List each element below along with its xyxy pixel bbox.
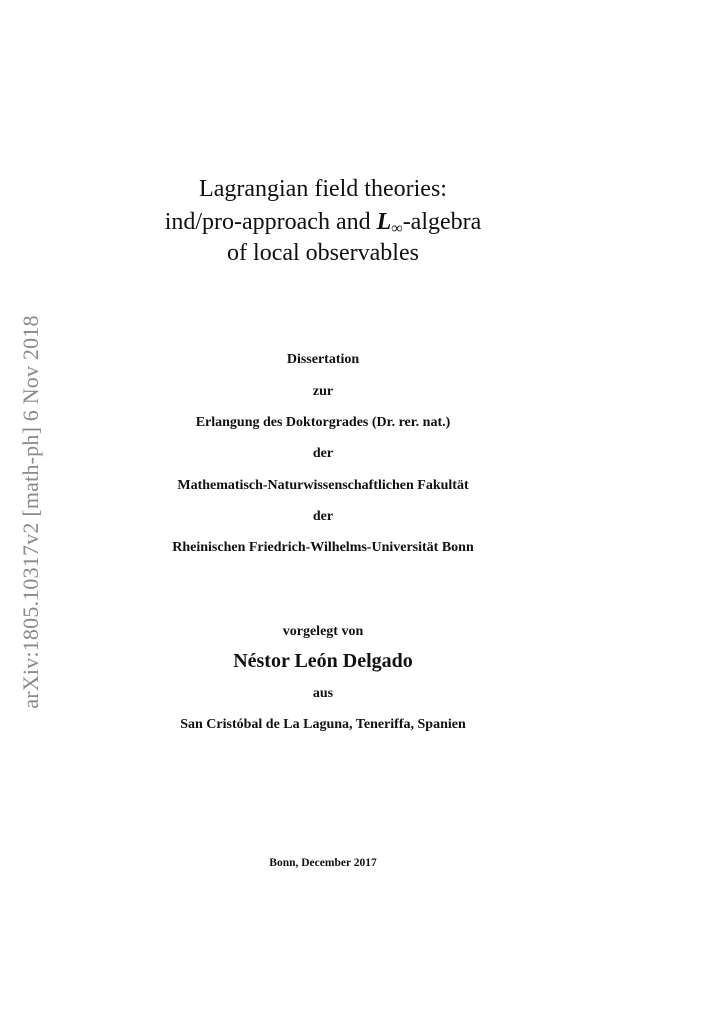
faculty-line: Mathematisch-Naturwissenschaftlichen Fakultät <box>177 478 469 493</box>
author-name: Néstor León Delgado <box>233 650 413 672</box>
l-letter: L <box>376 209 392 235</box>
der-line-2: der <box>312 509 334 524</box>
title-line-1: Lagrangian field theories: <box>199 176 447 202</box>
vorgelegt-line: vorgelegt von <box>282 624 364 639</box>
degree-line: Erlangung des Doktorgrades (Dr. rer. nat.) <box>195 415 451 430</box>
title-line-2-suffix: -algebra <box>402 209 482 235</box>
title-line-3: of local observables <box>227 240 419 266</box>
title-line-2 <box>0 209 646 236</box>
dissertation-heading: Dissertation <box>286 352 360 367</box>
origin-line: San Cristóbal de La Laguna, Teneriffa, Spanien <box>180 717 466 732</box>
aus-line: aus <box>312 686 334 701</box>
der-line-1: der <box>312 446 334 461</box>
infinity-subscript: ∞ <box>391 220 403 237</box>
university-line: Rheinischen Friedrich-Wilhelms-Universität Bonn <box>172 540 474 555</box>
arxiv-identifier-stamp: arXiv:1805.10317v2 [math-ph] 6 Nov 2018 <box>18 315 43 709</box>
place-date-line: Bonn, December 2017 <box>269 857 377 869</box>
title-line-2-prefix: ind/pro-approach and <box>164 209 377 235</box>
l-infinity-symbol <box>377 209 403 235</box>
dissertation-zur: zur <box>312 384 334 399</box>
